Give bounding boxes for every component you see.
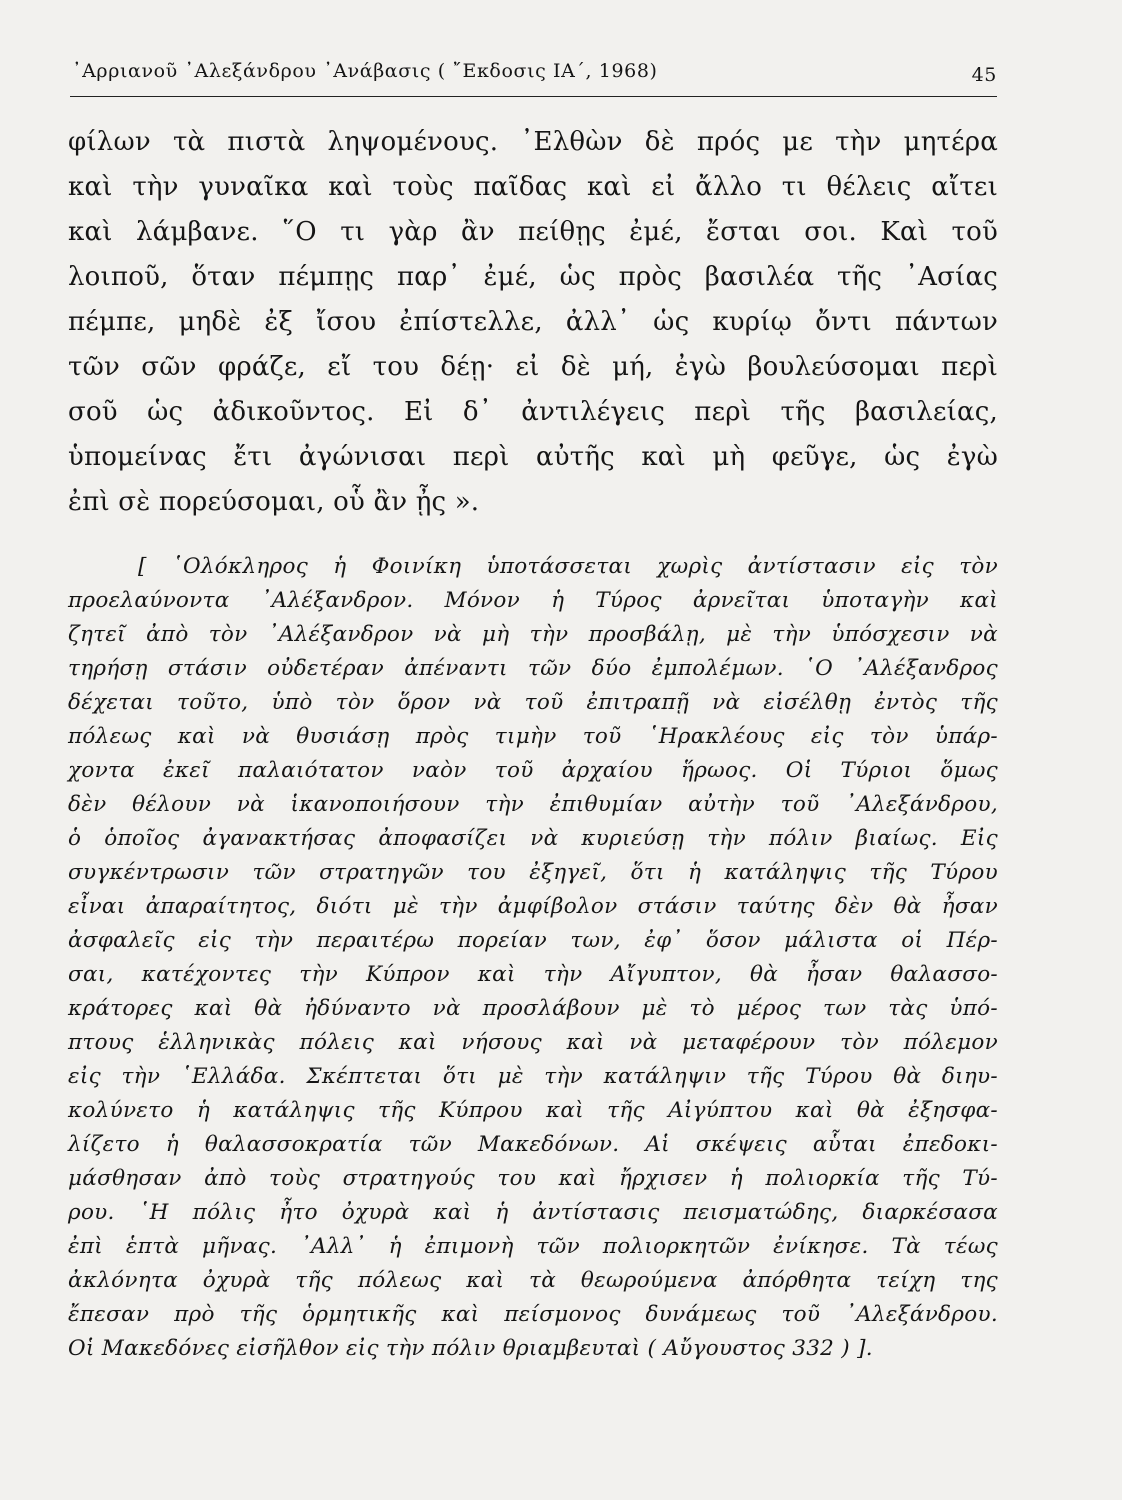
commentary-line: κολύνετο ἡ κατάληψις τῆς Κύπρου καὶ τῆς Αἰγύπτου καὶ θὰ ἐξησφα- [68, 1098, 998, 1123]
commentary-line: ἔπεσαν πρὸ τῆς ὁρμητικῆς καὶ πείσμονος δυνάμεως τοῦ ᾿Αλεξάνδρου. [68, 1302, 998, 1327]
commentary-line: συγκέντρωσιν τῶν στρατηγῶν του ἐξηγεῖ, ὅτι ἡ κατάληψις τῆς Τύρου [68, 860, 998, 885]
commentary-line: δέχεται τοῦτο, ὑπὸ τὸν ὅρον νὰ τοῦ ἐπιτραπῇ νὰ εἰσέλθῃ ἐντὸς τῆς [68, 690, 998, 715]
commentary-line: ἀσφαλεῖς εἰς τὴν περαιτέρω πορείαν των, ἐφ᾿ ὅσον μάλιστα οἱ Πέρ- [68, 928, 998, 953]
commentary-line: προελαύνοντα ᾿Αλέξανδρον. Μόνον ἡ Τύρος ἀρνεῖται ὑποταγὴν καὶ [68, 588, 998, 613]
page-number: 45 [971, 64, 997, 86]
text-line: καὶ λάμβανε. ῞Ο τι γὰρ ἂν πείθῃς ἐμέ, ἔσται σοι. Καὶ τοῦ [68, 217, 998, 247]
commentary-line: ἐπὶ ἑπτὰ μῆνας. ᾿Αλλ᾿ ἡ ἐπιμονὴ τῶν πολιορκητῶν ἐνίκησε. Τὰ τέως [68, 1234, 998, 1259]
main-text [68, 120, 998, 525]
header-rule [70, 96, 997, 97]
commentary-line: χοντα ἐκεῖ παλαιότατον ναὸν τοῦ ἀρχαίου ἥρωος. Οἱ Τύριοι ὅμως [68, 758, 998, 783]
commentary-line: εἶναι ἀπαραίτητος, διότι μὲ τὴν ἀμφίβολον στάσιν ταύτης δὲν θὰ ἦσαν [68, 894, 998, 919]
commentary-line: πόλεως καὶ νὰ θυσιάσῃ πρὸς τιμὴν τοῦ ῾Ηρακλέους εἰς τὸν ὑπάρ- [68, 724, 998, 749]
commentary-line: Οἱ Μακεδόνες εἰσῆλθον εἰς τὴν πόλιν θριαμβευταὶ ( Αὔγουστος 332 ) ]. [68, 1336, 873, 1361]
text-line: τῶν σῶν φράζε, εἴ του δέῃ· εἰ δὲ μή, ἐγὼ βουλεύσομαι περὶ [68, 352, 998, 382]
running-head [72, 56, 997, 92]
commentary-line: σαι, κατέχοντες τὴν Κύπρον καὶ τὴν Αἴγυπτον, θὰ ἦσαν θαλασσο- [68, 962, 998, 987]
commentary-line: κράτορες καὶ θὰ ἠδύναντο νὰ προσλάβουν μὲ τὸ μέρος των τὰς ὑπό- [68, 996, 998, 1021]
commentary-line: τηρήσῃ στάσιν οὐδετέραν ἀπέναντι τῶν δύο ἐμπολέμων. ῾Ο ᾿Αλέξανδρος [68, 656, 998, 681]
commentary-line: δὲν θέλουν νὰ ἱκανοποιήσουν τὴν ἐπιθυμίαν αὐτὴν τοῦ ᾿Αλεξάνδρου, [68, 792, 998, 817]
commentary-line: [ ῾Ολόκληρος ἡ Φοινίκη ὑποτάσσεται χωρὶς ἀντίστασιν εἰς τὸν [138, 554, 998, 579]
text-line: ὑπομείνας ἔτι ἀγώνισαι περὶ αὐτῆς καὶ μὴ φεῦγε, ὡς ἐγὼ [68, 442, 998, 472]
commentary-line: εἰς τὴν ῾Ελλάδα. Σκέπτεται ὅτι μὲ τὴν κατάληψιν τῆς Τύρου θὰ διηυ- [68, 1064, 998, 1089]
text-line: φίλων τὰ πιστὰ ληψομένους. ᾿Ελθὼν δὲ πρός με τὴν μητέρα [68, 127, 998, 157]
text-line: καὶ τὴν γυναῖκα καὶ τοὺς παῖδας καὶ εἰ ἄλλο τι θέλεις αἴτει [68, 172, 998, 202]
commentary-line: πτους ἑλληνικὰς πόλεις καὶ νήσους καὶ νὰ μεταφέρουν τὸν πόλεμον [68, 1030, 998, 1055]
commentary-line: ὁ ὁποῖος ἀγανακτήσας ἀποφασίζει νὰ κυριεύσῃ τὴν πόλιν βιαίως. Εἰς [68, 826, 998, 851]
commentary-block [68, 550, 998, 1366]
commentary-line: ρου. ῾Η πόλις ἦτο ὀχυρὰ καὶ ἡ ἀντίστασις πεισματώδης, διαρκέσασα [68, 1200, 998, 1225]
running-head-title: ᾿Αρριανοῦ ᾿Αλεξάνδρου ᾿Ανάβασις ( ῎Εκδοσις ΙΑ΄, 1968) [72, 60, 658, 82]
commentary-line: λίζετο ἡ θαλασσοκρατία τῶν Μακεδόνων. Αἱ σκέψεις αὗται ἐπεδοκι- [68, 1132, 998, 1157]
commentary-line: μάσθησαν ἀπὸ τοὺς στρατηγούς του καὶ ἤρχισεν ἡ πολιορκία τῆς Τύ- [68, 1166, 998, 1191]
text-line: σοῦ ὡς ἀδικοῦντος. Εἰ δ᾿ ἀντιλέγεις περὶ τῆς βασιλείας, [68, 397, 998, 427]
commentary-line: ζητεῖ ἀπὸ τὸν ᾿Αλέξανδρον νὰ μὴ τὴν προσβάλῃ, μὲ τὴν ὑπόσχεσιν νὰ [68, 622, 998, 647]
text-line: λοιποῦ, ὅταν πέμπῃς παρ᾿ ἐμέ, ὡς πρὸς βασιλέα τῆς ᾿Ασίας [68, 262, 998, 292]
text-line: πέμπε, μηδὲ ἐξ ἴσου ἐπίστελλε, ἀλλ᾿ ὡς κυρίῳ ὄντι πάντων [68, 307, 998, 337]
text-line: ἐπὶ σὲ πορεύσομαι, οὗ ἂν ᾖς ». [68, 487, 480, 517]
commentary-line: ἀκλόνητα ὀχυρὰ τῆς πόλεως καὶ τὰ θεωρούμενα ἀπόρθητα τείχη της [68, 1268, 998, 1293]
